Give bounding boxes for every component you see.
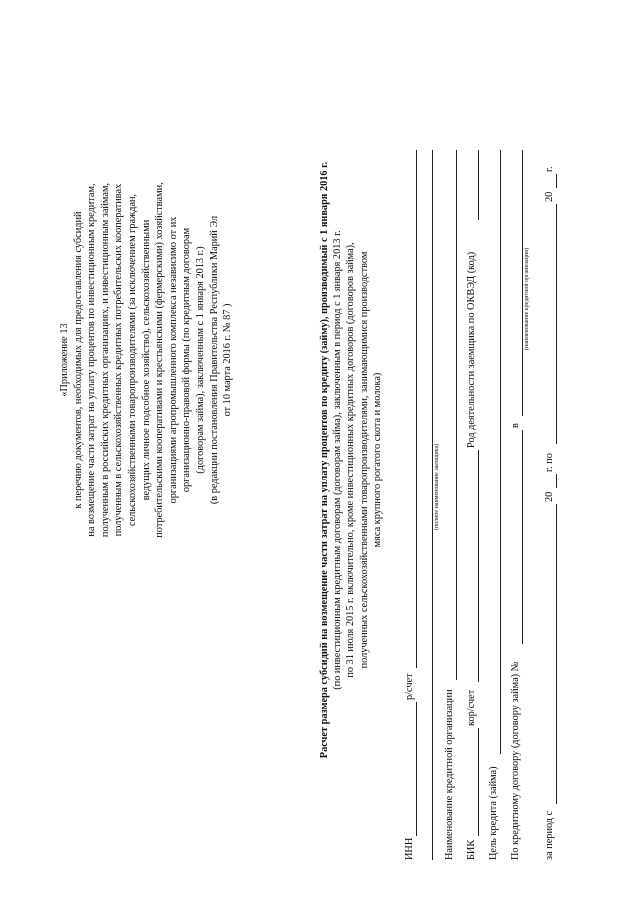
annex-line: «Приложение 13 [59, 323, 70, 397]
in-label: в [510, 423, 521, 428]
ks-label: кор/счет [466, 689, 477, 726]
year-prefix-2: 20 [544, 191, 555, 202]
rs-label: р/счет [404, 673, 415, 700]
annex-header [58, 80, 235, 640]
calculation-line: (по инвестиционным кредитным договорам (договорам займа), заключенным в период с 1 января 2013 г. [332, 230, 344, 690]
bank-name-field[interactable] [456, 150, 457, 680]
account-field[interactable] [416, 150, 417, 668]
bik-label: БИК [466, 839, 477, 860]
annex-line: организационно-правовой формы (по кредитным договорам [181, 227, 193, 493]
rotated-form [50, 60, 570, 860]
period-start-field[interactable] [556, 504, 557, 804]
annex-line: на возмещение части затрат на уплату процентов по инвестиционным кредитам, [86, 183, 98, 537]
bank-name-label: Наименование кредитной организации [444, 689, 455, 860]
annex-line: потребительскими кооперативами и крестьянскими (фермерскими) хозяйствами, [154, 182, 166, 538]
contract-number-field[interactable] [522, 430, 523, 644]
borrower-caption: (полное наименование заемщика) [434, 443, 440, 530]
annex-line: к перечню документов, необходимых для предоставления субсидий [72, 211, 84, 509]
calculation-line: мяса крупного рогатого скота и молока) [371, 372, 383, 548]
calculation-line: полученных сельскохозяйственными товаропроизводителями, занимающимися производством [358, 251, 370, 669]
annex-line: ведущих личное подсобное хозяйство), сельскохозяйственными [140, 219, 152, 501]
contract-label: По кредитному договору (договору займа) № [510, 661, 521, 860]
period-label: за период с [544, 810, 555, 860]
purpose-label: Цель кредита (займа) [488, 766, 499, 860]
calculation-title: Расчет размера субсидий на возмещение части затрат на уплату процентов по кредиту (займу), производимый с 1 января 2016 г. [319, 161, 330, 759]
year-suffix-2: г. [544, 166, 555, 172]
annex-line: (договорам займа), заключенным с 1 января 2013 г.) [194, 246, 206, 474]
annex-line: полученным в сельскохозяйственных кредитных потребительских кооперативах [113, 183, 125, 537]
inn-label: ИНН [404, 837, 415, 860]
annex-line: организациями агропромышленного комплекса независимо от их [167, 216, 179, 504]
calculation-heading [318, 60, 384, 860]
year-prefix-1: 20 [544, 491, 555, 502]
year-suffix-1: г. по [544, 453, 555, 472]
annex-line: сельскохозяйственными товаропроизводителями (за исключением граждан, [126, 193, 138, 527]
year-end-field[interactable] [556, 174, 557, 188]
ks-field[interactable] [478, 450, 479, 682]
okved-field[interactable] [478, 150, 479, 220]
purpose-field[interactable] [500, 150, 501, 754]
annex-line: (в редакции постановления Правительства Республики Марий Эл [208, 215, 220, 505]
bank-in-field[interactable] [522, 150, 523, 416]
bik-field[interactable] [478, 728, 479, 836]
annex-line: полученным в российских кредитных организациях, и инвестиционным займам, [99, 182, 111, 538]
bank-caption: (наименование кредитной организации) [524, 247, 530, 350]
annex-line: от 10 марта 2016 г. № 87 ) [222, 303, 234, 417]
period-end-field[interactable] [556, 204, 557, 444]
year-start-field[interactable] [556, 474, 557, 488]
okved-label: Род деятельности заемщика по ОКВЭД (код) [466, 251, 477, 448]
borrower-name-field[interactable] [432, 150, 433, 860]
inn-field[interactable] [416, 702, 417, 836]
calculation-line: по 31 июля 2015 г. включительно, кроме инвестиционных кредитных договоров (договоров займа), [345, 242, 357, 678]
